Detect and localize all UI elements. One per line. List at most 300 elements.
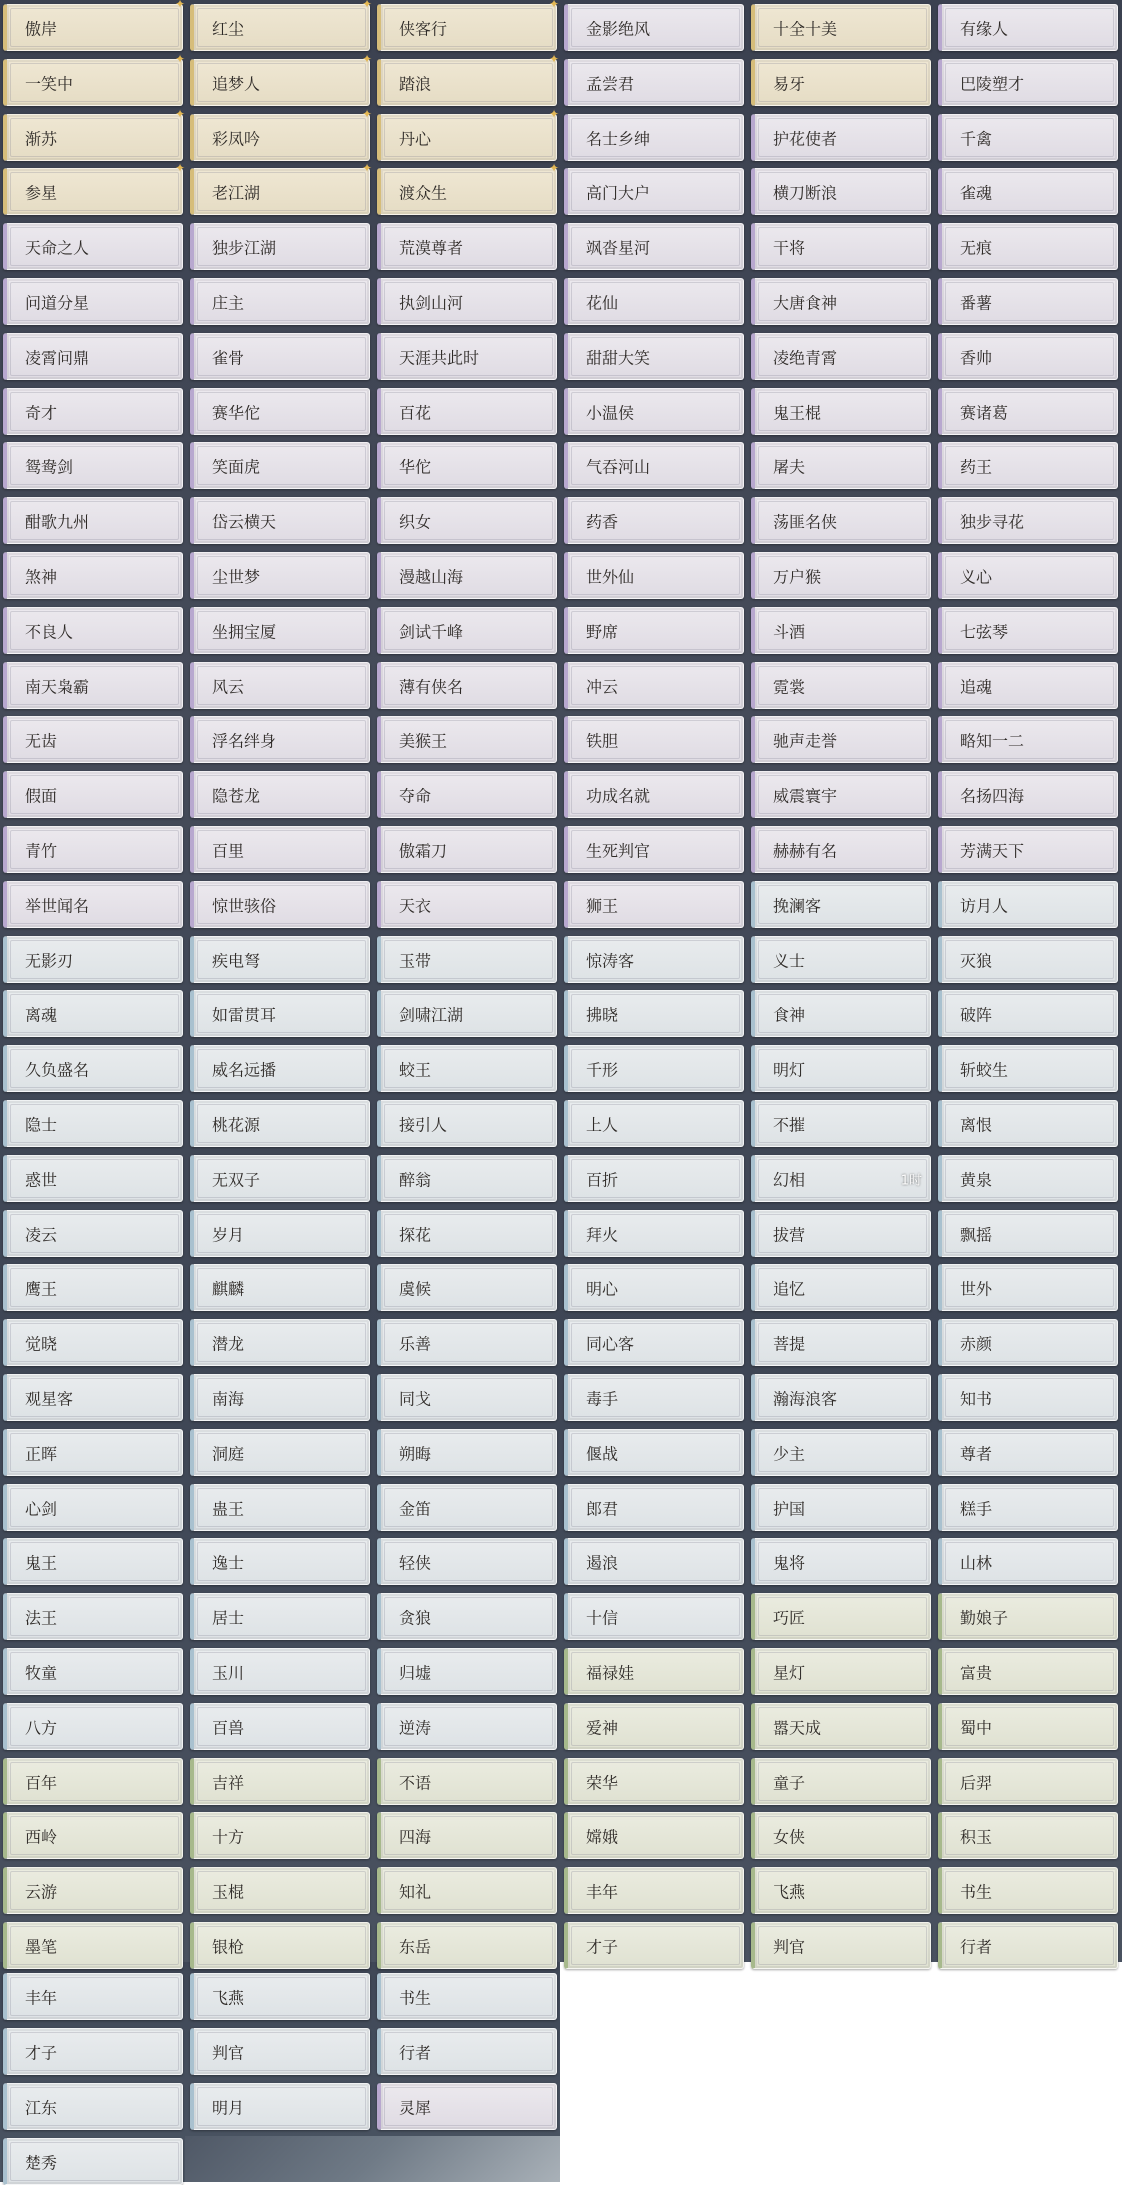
title-tile[interactable]: [377, 936, 557, 983]
title-label: 赫赫有名: [773, 841, 838, 860]
title-tile[interactable]: [190, 1812, 370, 1859]
title-tile[interactable]: [377, 1922, 557, 1969]
title-label: 十信: [586, 1608, 619, 1627]
title-tile[interactable]: [377, 1758, 557, 1805]
title-tile[interactable]: [377, 223, 557, 270]
title-label: 黄泉: [960, 1170, 993, 1189]
title-tile[interactable]: [190, 1429, 370, 1476]
title-tile[interactable]: [190, 223, 370, 270]
title-tile[interactable]: [564, 1758, 744, 1805]
title-tile[interactable]: [3, 1538, 183, 1585]
title-tile[interactable]: [377, 662, 557, 709]
title-tile[interactable]: [377, 278, 557, 325]
title-tile[interactable]: [377, 881, 557, 928]
title-tile[interactable]: [938, 990, 1118, 1037]
title-tile[interactable]: [938, 1319, 1118, 1366]
title-tile[interactable]: [190, 936, 370, 983]
title-label: 千形: [586, 1060, 619, 1079]
title-label: 同戈: [399, 1389, 432, 1408]
title-tile[interactable]: [751, 1374, 931, 1421]
title-tile[interactable]: [377, 333, 557, 380]
title-label: 菩提: [773, 1334, 806, 1353]
title-label: 千禽: [960, 129, 993, 148]
title-tile[interactable]: [564, 278, 744, 325]
title-tile[interactable]: [564, 1264, 744, 1311]
title-tile[interactable]: [190, 52, 372, 106]
title-tile[interactable]: [377, 1812, 557, 1859]
title-tile[interactable]: [751, 1319, 931, 1366]
title-tile[interactable]: [190, 1319, 370, 1366]
title-tile[interactable]: [377, 1210, 557, 1257]
title-tile[interactable]: [3, 1484, 183, 1531]
title-tile[interactable]: [564, 1429, 744, 1476]
title-label: 十全十美: [773, 19, 838, 38]
title-tile[interactable]: [751, 1210, 931, 1257]
title-tile[interactable]: [3, 1922, 183, 1969]
title-tile[interactable]: [564, 716, 744, 763]
title-label: 护国: [773, 1499, 806, 1518]
title-tile[interactable]: [751, 771, 931, 818]
title-tile[interactable]: [751, 1703, 931, 1750]
title-tile[interactable]: [3, 2028, 183, 2075]
title-tile[interactable]: [3, 223, 183, 270]
title-tile[interactable]: [938, 552, 1118, 599]
title-tile[interactable]: [3, 1155, 183, 1202]
title-label: 行者: [960, 1937, 993, 1956]
title-tile[interactable]: [3, 1867, 183, 1914]
title-tile[interactable]: [377, 1538, 557, 1585]
title-tile[interactable]: [3, 442, 183, 489]
title-tile[interactable]: [377, 1648, 557, 1695]
title-tile[interactable]: [377, 1973, 557, 2020]
title-tile[interactable]: [751, 168, 931, 215]
title-tile[interactable]: [938, 114, 1118, 161]
title-tile[interactable]: [564, 1210, 744, 1257]
title-tile[interactable]: [190, 2083, 370, 2130]
title-tile[interactable]: [751, 1758, 931, 1805]
title-label: 拜火: [586, 1225, 619, 1244]
title-tile[interactable]: [377, 107, 559, 161]
title-tile[interactable]: [564, 1703, 744, 1750]
title-tile[interactable]: [564, 388, 744, 435]
corner-star-icon: ✦: [548, 0, 559, 11]
title-tile[interactable]: [3, 2083, 183, 2130]
title-label: 银枪: [212, 1937, 245, 1956]
title-tile[interactable]: [377, 1429, 557, 1476]
title-label: 爱神: [586, 1718, 619, 1737]
title-tile[interactable]: [751, 662, 931, 709]
title-tile[interactable]: [190, 1264, 370, 1311]
corner-star-icon: ✦: [174, 52, 185, 66]
title-tile[interactable]: [751, 442, 931, 489]
title-tile[interactable]: [190, 1922, 370, 1969]
title-tile[interactable]: [564, 1593, 744, 1640]
title-tile[interactable]: [751, 1484, 931, 1531]
title-tile[interactable]: [751, 1922, 931, 1969]
title-tile[interactable]: [3, 2138, 183, 2185]
title-tile[interactable]: [190, 1100, 370, 1147]
title-tile[interactable]: [3, 826, 183, 873]
title-tile[interactable]: [938, 4, 1118, 51]
title-tile[interactable]: [3, 1045, 183, 1092]
title-tile[interactable]: [938, 1045, 1118, 1092]
title-tile[interactable]: [938, 607, 1118, 654]
title-label: 甜甜大笑: [586, 348, 651, 367]
title-tile[interactable]: [190, 388, 370, 435]
title-tile[interactable]: [190, 333, 370, 380]
title-tile[interactable]: [3, 1758, 183, 1805]
title-tile[interactable]: [751, 59, 931, 106]
title-tile[interactable]: [751, 1045, 931, 1092]
title-label: 夺命: [399, 786, 432, 805]
title-tile[interactable]: [190, 771, 370, 818]
title-label: 书生: [399, 1988, 432, 2007]
title-label: 百里: [212, 841, 245, 860]
title-tile[interactable]: [3, 107, 185, 161]
title-tile[interactable]: [938, 1648, 1118, 1695]
title-label: 独步江湖: [212, 238, 277, 257]
title-label: 薄有侠名: [399, 677, 464, 696]
title-tile[interactable]: [564, 881, 744, 928]
title-tile[interactable]: [938, 1758, 1118, 1805]
title-tile[interactable]: [564, 168, 744, 215]
title-tile[interactable]: [3, 497, 183, 544]
title-tile[interactable]: [938, 333, 1118, 380]
title-tile[interactable]: [3, 1374, 183, 1421]
title-tile[interactable]: [3, 1648, 183, 1695]
title-tile[interactable]: [751, 552, 931, 599]
title-label: 离恨: [960, 1115, 993, 1134]
title-tile[interactable]: [564, 333, 744, 380]
title-tile[interactable]: [564, 114, 744, 161]
title-tile[interactable]: [751, 497, 931, 544]
title-label: 鸳鸯剑: [25, 457, 74, 476]
title-tile[interactable]: [190, 1973, 370, 2020]
title-label: 煞神: [25, 567, 58, 586]
title-label: 福禄娃: [586, 1663, 635, 1682]
title-tile[interactable]: [3, 771, 183, 818]
title-tile[interactable]: [3, 936, 183, 983]
title-tile[interactable]: [564, 1538, 744, 1585]
title-tile[interactable]: [3, 1593, 183, 1640]
title-tile[interactable]: [564, 1374, 744, 1421]
title-label: 香帅: [960, 348, 993, 367]
title-tile[interactable]: [938, 1703, 1118, 1750]
title-tile[interactable]: [3, 0, 185, 51]
title-tile[interactable]: [190, 1867, 370, 1914]
title-tile[interactable]: [564, 1867, 744, 1914]
title-label: 不摧: [773, 1115, 806, 1134]
title-label: 野席: [586, 622, 619, 641]
title-tile[interactable]: [377, 1593, 557, 1640]
title-tile[interactable]: [3, 607, 183, 654]
title-tile[interactable]: [938, 59, 1118, 106]
title-tile[interactable]: [3, 1210, 183, 1257]
title-tile[interactable]: [938, 1867, 1118, 1914]
title-label: 访月人: [960, 896, 1009, 915]
title-tile[interactable]: [564, 607, 744, 654]
title-tile[interactable]: [564, 662, 744, 709]
title-tile[interactable]: [564, 1922, 744, 1969]
title-tile[interactable]: [3, 662, 183, 709]
title-tile[interactable]: [190, 1210, 370, 1257]
title-label: 拔营: [773, 1225, 806, 1244]
title-tile[interactable]: [377, 442, 557, 489]
title-tile[interactable]: [938, 442, 1118, 489]
title-label: 玉棍: [212, 1882, 245, 1901]
title-tile[interactable]: [3, 388, 183, 435]
title-tile[interactable]: [377, 52, 559, 106]
title-tile[interactable]: [190, 2028, 370, 2075]
title-tile[interactable]: [751, 607, 931, 654]
title-tile[interactable]: [938, 1484, 1118, 1531]
title-label: 有缘人: [960, 19, 1009, 38]
title-tile[interactable]: [3, 1812, 183, 1859]
title-label: 如雷贯耳: [212, 1005, 277, 1024]
title-tile[interactable]: [377, 497, 557, 544]
title-tile[interactable]: [377, 1100, 557, 1147]
title-label: 心剑: [25, 1499, 58, 1518]
title-label: 积玉: [960, 1827, 993, 1846]
title-tile[interactable]: [190, 826, 370, 873]
corner-star-icon: ✦: [361, 107, 372, 121]
title-label: 斩蛟生: [960, 1060, 1009, 1079]
title-tile[interactable]: [190, 552, 370, 599]
title-label: 凌云: [25, 1225, 58, 1244]
title-tile[interactable]: [190, 1484, 370, 1531]
title-tile[interactable]: [190, 1593, 370, 1640]
title-tile[interactable]: [938, 881, 1118, 928]
title-tile[interactable]: [751, 936, 931, 983]
title-tile[interactable]: [190, 1374, 370, 1421]
title-tile[interactable]: [190, 1045, 370, 1092]
title-tile[interactable]: [751, 1867, 931, 1914]
title-label: 巧匠: [773, 1608, 806, 1627]
title-tile[interactable]: [751, 1264, 931, 1311]
title-label: 东岳: [399, 1937, 432, 1956]
title-tile[interactable]: [938, 1593, 1118, 1640]
title-tile[interactable]: [564, 826, 744, 873]
title-tile[interactable]: [938, 771, 1118, 818]
title-tile[interactable]: [751, 1812, 931, 1859]
title-tile[interactable]: [751, 1155, 931, 1202]
title-tile[interactable]: [377, 771, 557, 818]
title-tile[interactable]: [377, 2028, 557, 2075]
title-tile[interactable]: [751, 1429, 931, 1476]
title-tile[interactable]: [938, 1922, 1118, 1969]
title-tile[interactable]: [190, 662, 370, 709]
title-tile[interactable]: [751, 4, 931, 51]
title-tile[interactable]: [751, 114, 931, 161]
title-tile[interactable]: [3, 161, 185, 215]
title-tile[interactable]: [3, 552, 183, 599]
title-tile[interactable]: [190, 1648, 370, 1695]
title-tile[interactable]: [3, 333, 183, 380]
title-tile[interactable]: [938, 1374, 1118, 1421]
title-tile[interactable]: [377, 1155, 557, 1202]
title-tile[interactable]: [564, 1155, 744, 1202]
title-label: 轻侠: [399, 1553, 432, 1572]
title-label: 问道分星: [25, 293, 90, 312]
title-tile[interactable]: [938, 278, 1118, 325]
title-tile[interactable]: [564, 552, 744, 599]
title-label: 冲云: [586, 677, 619, 696]
title-tile[interactable]: [564, 1648, 744, 1695]
title-tile[interactable]: [3, 52, 185, 106]
title-label: 知书: [960, 1389, 993, 1408]
title-label: 风云: [212, 677, 245, 696]
title-tile[interactable]: [3, 1319, 183, 1366]
title-tile[interactable]: [938, 1812, 1118, 1859]
title-label: 驰声走誉: [773, 731, 838, 750]
title-tile[interactable]: [377, 1484, 557, 1531]
title-tile[interactable]: [190, 107, 372, 161]
title-tile[interactable]: [190, 497, 370, 544]
title-tile[interactable]: [938, 388, 1118, 435]
title-tile[interactable]: [3, 1264, 183, 1311]
title-tile[interactable]: [3, 990, 183, 1037]
title-label: 才子: [586, 1937, 619, 1956]
title-tile[interactable]: [190, 0, 372, 51]
title-tile[interactable]: [377, 1264, 557, 1311]
title-label: 百兽: [212, 1718, 245, 1737]
title-label: 追魂: [960, 677, 993, 696]
title-tile[interactable]: [377, 1703, 557, 1750]
timer-badge: 1时: [900, 1173, 922, 1188]
title-tile[interactable]: [190, 990, 370, 1037]
title-tile[interactable]: [377, 2083, 557, 2130]
title-tile[interactable]: [190, 1538, 370, 1585]
title-tile[interactable]: [751, 881, 931, 928]
title-tile[interactable]: [3, 881, 183, 928]
title-tile[interactable]: [751, 1593, 931, 1640]
title-tile[interactable]: [564, 936, 744, 983]
title-tile[interactable]: [564, 990, 744, 1037]
title-tile[interactable]: [564, 497, 744, 544]
title-label: 正晖: [25, 1444, 58, 1463]
title-tile[interactable]: [3, 1100, 183, 1147]
title-tile[interactable]: [377, 826, 557, 873]
title-label: 易牙: [773, 74, 806, 93]
title-label: 玉川: [212, 1663, 245, 1682]
title-tile[interactable]: [564, 771, 744, 818]
title-tile[interactable]: [564, 1484, 744, 1531]
title-tile[interactable]: [564, 59, 744, 106]
title-tile[interactable]: [751, 388, 931, 435]
title-label: 丹心: [399, 129, 432, 148]
title-tile[interactable]: [751, 1100, 931, 1147]
title-tile[interactable]: [377, 1319, 557, 1366]
title-tile[interactable]: [3, 278, 183, 325]
title-tile[interactable]: [377, 607, 557, 654]
title-label: 威震寰宇: [773, 786, 838, 805]
title-tile[interactable]: [3, 1973, 183, 2020]
title-tile[interactable]: [564, 1319, 744, 1366]
title-tile[interactable]: [190, 716, 370, 763]
title-tile[interactable]: [190, 1758, 370, 1805]
title-tile[interactable]: [377, 716, 557, 763]
title-tile[interactable]: [938, 662, 1118, 709]
title-label: 贪狼: [399, 1608, 432, 1627]
title-tile[interactable]: [938, 168, 1118, 215]
title-label: 久负盛名: [25, 1060, 90, 1079]
title-tile[interactable]: [938, 1538, 1118, 1585]
corner-star-icon: ✦: [548, 161, 559, 175]
title-tile[interactable]: [938, 1429, 1118, 1476]
title-tile[interactable]: [751, 826, 931, 873]
title-label: 名扬四海: [960, 786, 1025, 805]
title-tile[interactable]: [938, 1210, 1118, 1257]
title-label: 漫越山海: [399, 567, 464, 586]
title-tile[interactable]: [190, 161, 372, 215]
title-tile[interactable]: [190, 1155, 370, 1202]
title-label: 四海: [399, 1827, 432, 1846]
title-tile[interactable]: [938, 223, 1118, 270]
title-tile[interactable]: [564, 1100, 744, 1147]
title-tile[interactable]: [938, 716, 1118, 763]
title-label: 法王: [25, 1608, 58, 1627]
title-tile[interactable]: [190, 278, 370, 325]
title-tile[interactable]: [938, 1264, 1118, 1311]
title-tile[interactable]: [377, 388, 557, 435]
title-tile[interactable]: [377, 161, 559, 215]
title-tile[interactable]: [190, 1703, 370, 1750]
title-tile[interactable]: [564, 442, 744, 489]
title-tile[interactable]: [377, 1867, 557, 1914]
title-tile[interactable]: [377, 1045, 557, 1092]
title-label: 气吞河山: [586, 457, 651, 476]
title-label: 岁月: [212, 1225, 245, 1244]
title-label: 狮王: [586, 896, 619, 915]
title-tile[interactable]: [564, 1812, 744, 1859]
title-tile[interactable]: [938, 826, 1118, 873]
title-tile[interactable]: [564, 223, 744, 270]
title-tile[interactable]: [377, 552, 557, 599]
title-tile[interactable]: [751, 278, 931, 325]
title-label: 天衣: [399, 896, 432, 915]
title-label: 逸士: [212, 1553, 245, 1572]
title-tile[interactable]: [377, 990, 557, 1037]
title-tile[interactable]: [564, 4, 744, 51]
title-label: 飞燕: [773, 1882, 806, 1901]
title-label: 富贵: [960, 1663, 993, 1682]
title-label: 醉翁: [399, 1170, 432, 1189]
title-tile[interactable]: [751, 223, 931, 270]
title-tile[interactable]: [3, 1429, 183, 1476]
title-tile[interactable]: [751, 990, 931, 1037]
title-tile[interactable]: [938, 936, 1118, 983]
title-tile[interactable]: [564, 1045, 744, 1092]
title-label: 赛诸葛: [960, 403, 1009, 422]
title-tile[interactable]: [938, 497, 1118, 544]
title-tile[interactable]: [377, 0, 559, 51]
title-tile[interactable]: [190, 881, 370, 928]
title-label: 偃战: [586, 1444, 619, 1463]
title-tile[interactable]: [190, 607, 370, 654]
title-tile[interactable]: [190, 442, 370, 489]
title-tile[interactable]: [751, 1648, 931, 1695]
title-tile[interactable]: [3, 1703, 183, 1750]
title-tile[interactable]: [3, 716, 183, 763]
title-tile[interactable]: [751, 716, 931, 763]
title-tile[interactable]: [938, 1155, 1118, 1202]
title-tile[interactable]: [938, 1100, 1118, 1147]
title-label: 名士乡绅: [586, 129, 651, 148]
title-tile[interactable]: [377, 1374, 557, 1421]
title-label: 毒手: [586, 1389, 619, 1408]
title-tile[interactable]: [751, 1538, 931, 1585]
title-tile[interactable]: [751, 333, 931, 380]
